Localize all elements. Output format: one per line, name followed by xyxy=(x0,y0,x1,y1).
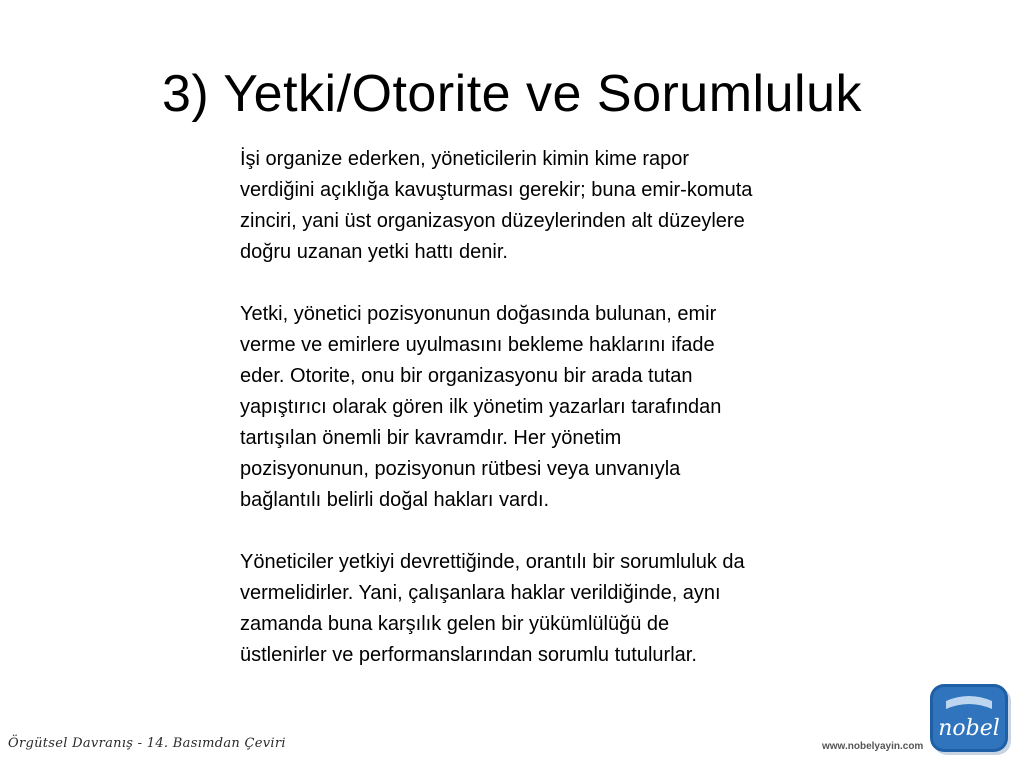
slide-body xyxy=(240,144,860,671)
footer-website: www.nobelyayin.com xyxy=(822,741,924,752)
paragraph-authority: Yetki, yönetici pozisyonunun doğasında bulunan, emir verme ve emirlere uyulmasını bekleme haklarını ifade eder. Otorite, onu bir organizasyonu bir arada tutan yapıştırıcı olarak gören ilk yönetim yazarları tarafından tartışılan önemli bir kavramdır. Her yönetim pozisyonunun, pozisyonun rütbesi veya unvanıyla bağlantılı belirli doğal hakları vardı. xyxy=(240,303,722,511)
logo-text: nobel xyxy=(938,716,1000,741)
slide-title: 3) Yetki/Otorite ve Sorumluluk xyxy=(162,65,862,123)
paragraph-chain-of-command: İşi organize ederken, yöneticilerin kimin kime rapor verdiğini açıklığa kavuşturması gerekir; buna emir-komuta zinciri, yani üst organizasyon düzeylerinden alt düzeylere doğru uzanan yetki hattı denir. xyxy=(240,148,753,263)
nobel-logo xyxy=(928,683,1016,759)
paragraph-responsibility: Yöneticiler yetkiyi devrettiğinde, orantılı bir sorumluluk da vermelidirler. Yani, çalışanlara haklar verildiğinde, aynı zamanda buna karşılık gelen bir yükümlülüğü de üstlenirler ve performanslarından sorumlu tutulurlar. xyxy=(240,551,745,666)
footer-book-title: Örgütsel Davranış - 14. Basımdan Çeviri xyxy=(8,736,286,751)
